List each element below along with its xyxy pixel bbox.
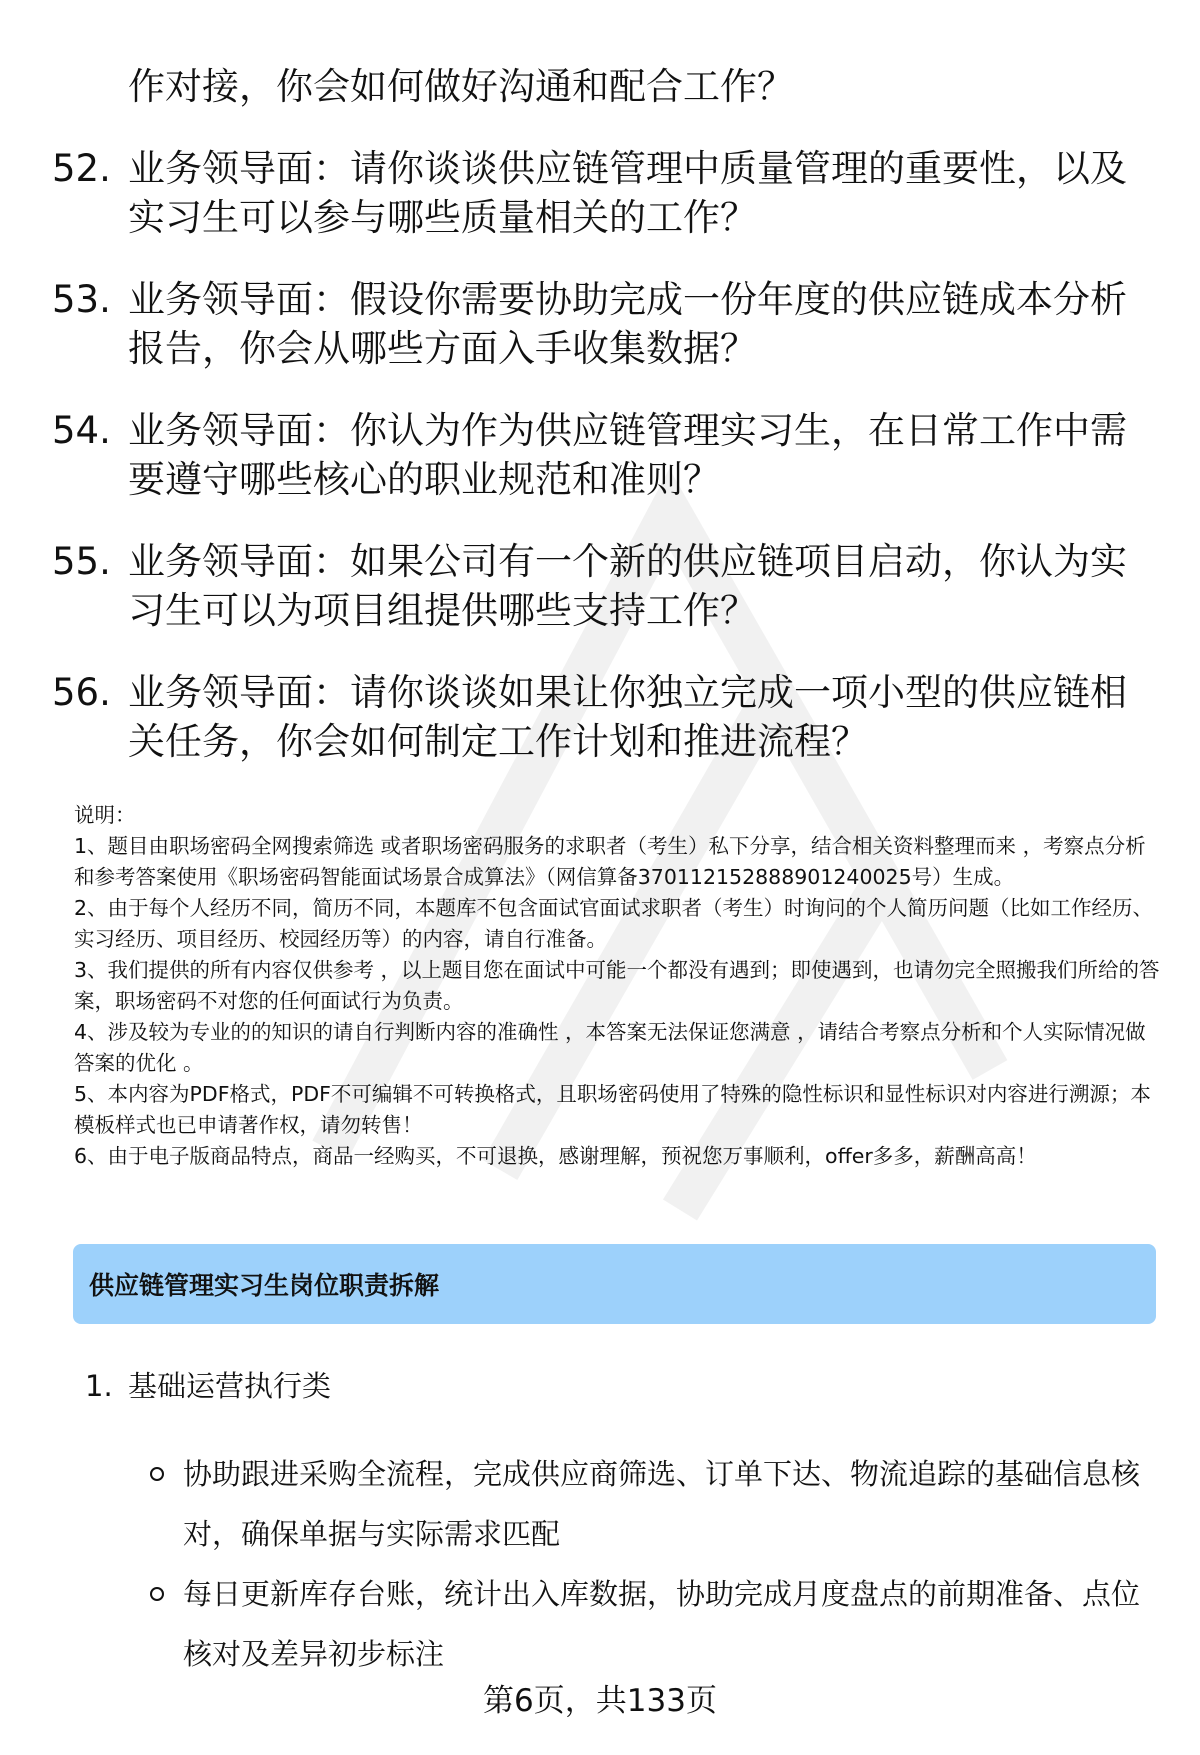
circle-bullet-icon [150, 1587, 164, 1601]
notes-section [74, 800, 1164, 1172]
note-item: 2、由于每个人经历不同，简历不同，本题库不包含面试官面试求职者（考生）时询问的个人简历问题（比如工作经历、实习经历、项目经历、校园经历等）的内容，请自行准备。 [74, 896, 1154, 951]
question-number: 55. [52, 540, 111, 583]
bullet-item [150, 1564, 1150, 1684]
note-item: 5、本内容为PDF格式，PDF不可编辑不可转换格式，且职场密码使用了特殊的隐性标识和显性标识对内容进行溯源；本模板样式也已申请著作权，请勿转售！ [74, 1082, 1151, 1137]
question-text: 作对接，你会如何做好沟通和配合工作？ [128, 65, 794, 108]
bullet-list [150, 1444, 1150, 1684]
question-text: 业务领导面：你认为作为供应链管理实习生，在日常工作中需要遵守哪些核心的职业规范和准则？ [128, 409, 1127, 501]
bullet-text: 协助跟进采购全流程，完成供应商筛选、订单下达、物流追踪的基础信息核对，确保单据与实际需求匹配 [183, 1457, 1141, 1551]
subsection-heading [85, 1364, 331, 1405]
page-footer: 第6页，共133页 [483, 1683, 717, 1719]
question-number: 52. [52, 147, 111, 190]
subsection-title: 基础运营执行类 [128, 1369, 332, 1403]
question-text: 业务领导面：假设你需要协助完成一份年度的供应链成本分析报告，你会从哪些方面入手收集数据？ [128, 278, 1127, 370]
note-item: 3、我们提供的所有内容仅供参考 ，以上题目您在面试中可能一个都没有遇到；即使遇到，也请勿完全照搬我们所给的答案，职场密码不对您的任何面试行为负责。 [74, 958, 1160, 1013]
section-banner [73, 1244, 1156, 1324]
circle-bullet-icon [150, 1467, 164, 1481]
note-item: 6、由于电子版商品特点，商品一经购买，不可退换，感谢理解，预祝您万事顺利，offer多多，薪酬高高！ [74, 1144, 1037, 1168]
question-text: 业务领导面：请你谈谈如果让你独立完成一项小型的供应链相关任务，你会如何制定工作计划和推进流程？ [128, 671, 1127, 763]
section-title: 供应链管理实习生岗位职责拆解 [89, 1271, 440, 1300]
question-number: 53. [52, 278, 111, 321]
question-number: 56. [52, 671, 111, 714]
note-item: 4、涉及较为专业的的知识的请自行判断内容的准确性 ，本答案无法保证您满意 ，请结合考察点分析和个人实际情况做答案的优化 。 [74, 1020, 1146, 1075]
note-item: 1、题目由职场密码全网搜索筛选 或者职场密码服务的求职者（考生）私下分享，结合相关资料整理而来 ，考察点分析和参考答案使用《职场密码智能面试场景合成算法》（网信算备370112152888901240025号）生成。 [74, 834, 1146, 889]
subsection-number: 1. [85, 1369, 113, 1403]
question-text: 业务领导面：如果公司有一个新的供应链项目启动，你认为实习生可以为项目组提供哪些支持工作？ [128, 540, 1127, 632]
question-text: 业务领导面：请你谈谈供应链管理中质量管理的重要性，以及实习生可以参与哪些质量相关的工作？ [128, 147, 1127, 239]
bullet-item [150, 1444, 1150, 1564]
notes-title: 说明： [74, 803, 136, 827]
question-number: 54. [52, 409, 111, 452]
bullet-text: 每日更新库存台账，统计出入库数据，协助完成月度盘点的前期准备、点位核对及差异初步标注 [183, 1577, 1141, 1671]
